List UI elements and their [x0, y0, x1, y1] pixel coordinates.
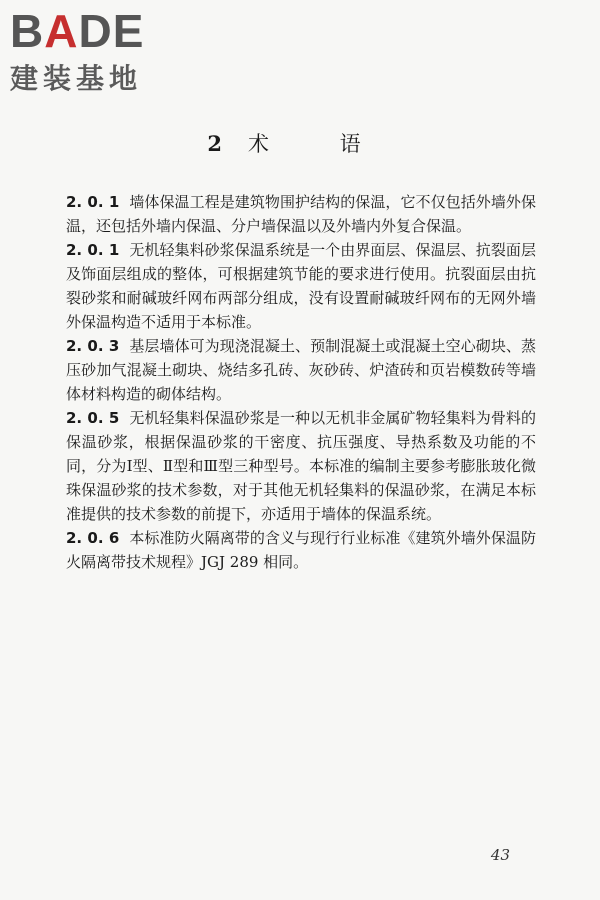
clause-text: 墙体保温工程是建筑物围护结构的保温，它不仅包括外墙外保温，还包括外墙内保温、分户墙保温以及外墙内外复合保温。 [66, 193, 536, 235]
bade-logo [10, 6, 180, 96]
clause [66, 406, 536, 526]
clause [66, 526, 536, 574]
clause [66, 334, 536, 406]
clause-text: 本标准防火隔离带的含义与现行行业标准《建筑外墙外保温防火隔离带技术规程》JGJ 289 相同。 [66, 529, 536, 571]
terms-body [66, 190, 536, 574]
chapter-title: 术 语 [247, 132, 393, 156]
clause [66, 238, 536, 334]
chapter-heading [0, 128, 600, 158]
clause-number: 2. 0. 1 [66, 241, 120, 259]
logo-letter-b: B [10, 5, 45, 57]
clause-number: 2. 0. 6 [66, 529, 120, 547]
page-number: 43 [490, 846, 510, 864]
logo-letters-de: DE [78, 5, 145, 57]
chapter-number: 2 [207, 131, 224, 156]
clause-number: 2. 0. 1 [66, 193, 120, 211]
logo-letter-a-accent: A [44, 5, 79, 57]
logo-subtitle: 建装基地 [10, 62, 143, 95]
clause [66, 190, 536, 238]
clause-number: 2. 0. 5 [66, 409, 120, 427]
clause-text: 基层墙体可为现浇混凝土、预制混凝土或混凝土空心砌块、蒸压砂加气混凝土砌块、烧结多孔砖、灰砂砖、炉渣砖和页岩模数砖等墙体材料构造的砌体结构。 [66, 337, 536, 403]
clause-text: 无机轻集料保温砂浆是一种以无机非金属矿物轻集料为骨料的保温砂浆，根据保温砂浆的干密度、抗压强度、导热系数及功能的不同，分为Ⅰ型、Ⅱ型和Ⅲ型三种型号。本标准的编制主要参考膨胀玻化微珠保温砂浆的技术参数，对于其他无机轻集料的保温砂浆，在满足本标准提供的技术参数的前提下，亦适用于墙体的保温系统。 [66, 409, 536, 523]
logo-wordmark [10, 6, 180, 56]
clause-number: 2. 0. 3 [66, 337, 120, 355]
clause-text: 无机轻集料砂浆保温系统是一个由界面层、保温层、抗裂面层及饰面层组成的整体，可根据建筑节能的要求进行使用。抗裂面层由抗裂砂浆和耐碱玻纤网布两部分组成，没有设置耐碱玻纤网布的无网外墙外保温构造不适用于本标准。 [66, 241, 536, 331]
